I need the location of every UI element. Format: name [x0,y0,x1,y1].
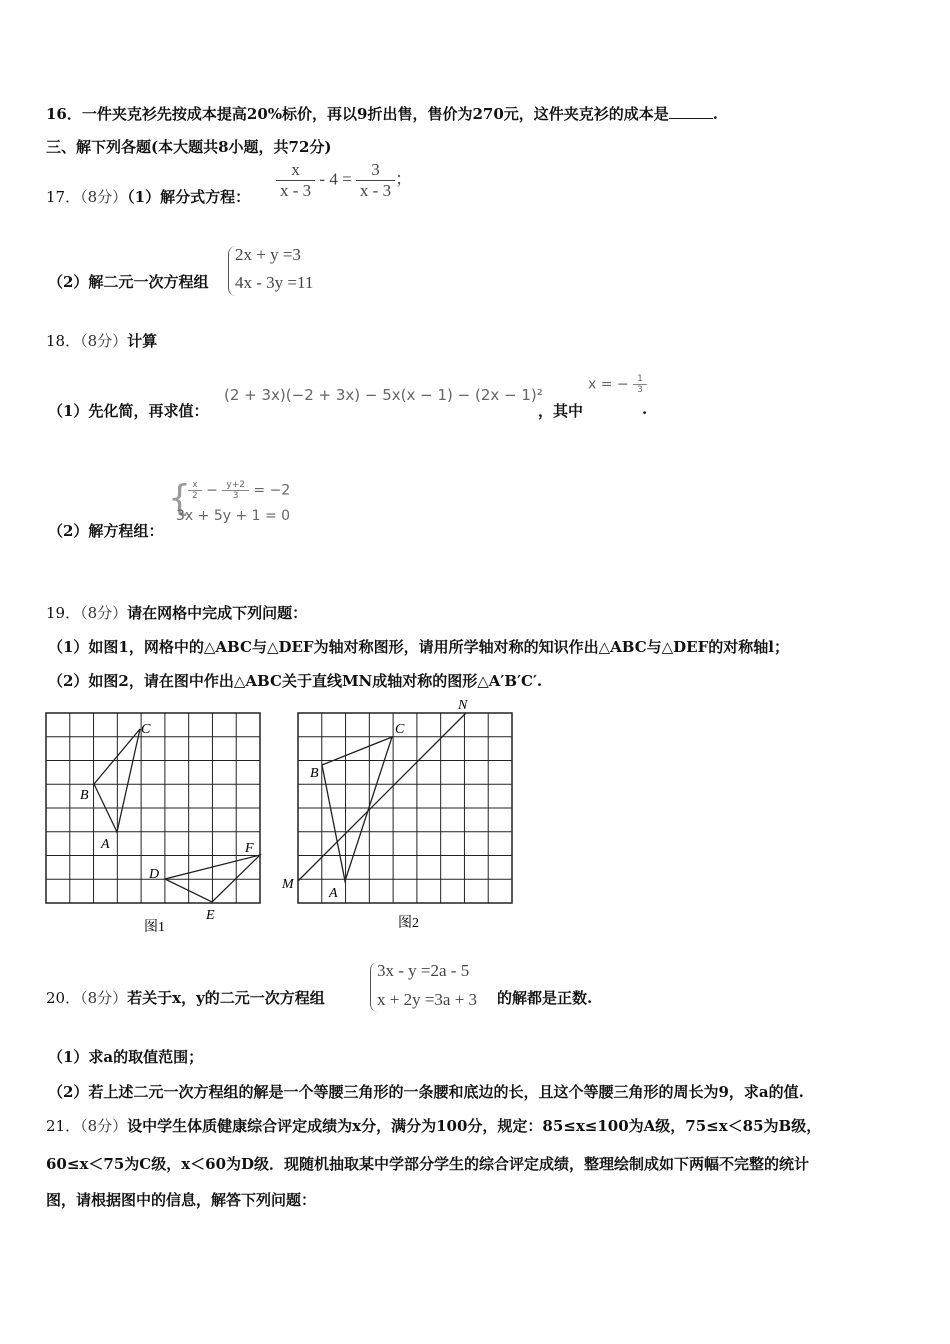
fig1-label-e: E [206,908,215,923]
fig2-label-m: M [282,877,294,892]
q21-points: （8分） [80,1117,128,1135]
q20-system-line1: 3x - y =2a - 5 [377,961,470,980]
q21-text-line3: 图，请根据图中的信息，解答下列问题： [46,1191,317,1209]
q17-frac2: $\frac{3}{x - 3}$ [356,160,395,201]
fig1-label-a: A [101,837,110,852]
fig2-label-b: B [310,766,319,781]
q17-frac1: $\frac{x}{x - 3}$ [276,160,315,201]
q16-answer-blank[interactable] [669,106,713,119]
q21-line1 [46,1115,821,1136]
q18-where: ，其中 [538,402,584,420]
q17-part2-label: （2）解二元一次方程组 [48,273,209,291]
fig1-caption: 图1 [144,920,165,935]
q18-title: 计算 [127,332,158,350]
q18-x-value [588,374,647,395]
q17-points: （8分） [80,188,128,206]
q20-system-line2: x + 2y =3a + 3 [377,990,478,1009]
fig1-label-f: F [245,841,254,856]
section-3-title: 三、解下列各题(本大题共8小题，共72分) [46,138,332,156]
q20-part2: （2）若上述二元一次方程组的解是一个等腰三角形的一条腰和底边的长，且这个等腰三角形的周长为9，求a的值. [48,1083,804,1101]
q19-part2: （2）如图2，请在图中作出△ABC关于直线MN成轴对称的图形△A′B′C′. [48,672,543,690]
fig1-label-c: C [141,722,151,737]
q18-period: . [642,400,648,418]
q18-x-lhs: x = − [588,376,629,393]
q17-system-line2: 4x - 3y =11 [235,273,314,292]
q18-part1-label: （1）先化简，再求值： [48,402,209,420]
q16-line [46,103,718,124]
q20-stem-pre: 若关于x，y的二元一次方程组 [127,989,325,1007]
q21-text-line1: 设中学生体质健康综合评定成绩为x分，满分为100分，规定：85≤x≤100为A级，75≤x＜85为B级， [127,1117,822,1135]
q18-system-line2: 3x + 5y + 1 = 0 [176,508,291,524]
fig2-label-c: C [395,722,405,737]
q17-number: 17． [46,188,81,206]
q18-system-line1: $\frac{x}{2}$ − $\frac{y+2}{3}$ = −2 [188,480,290,501]
q20-part1: （1）求a的取值范围； [48,1048,204,1066]
q16-end: . [712,105,718,123]
q18-header [46,330,157,351]
q18-part2-label: （2）解方程组： [48,522,164,540]
q19-part1: （1）如图1，网格中的△ABC与△DEF为轴对称图形，请用所学轴对称的知识作出△ABC与△DEF的对称轴l； [48,638,789,656]
triangle-abc-fig2 [322,737,392,881]
q19-title: 请在网格中完成下列问题： [127,604,308,622]
q20-stem-post: 的解都是正数. [497,989,593,1007]
q19-header [46,602,307,623]
q18-number: 18． [46,332,81,350]
q18-points: （8分） [80,332,128,350]
q21-number: 21． [46,1117,81,1135]
q20-header [46,987,325,1008]
fig1-label-b: B [80,788,89,803]
figure-2 [278,695,518,937]
q18-system-brace: { [168,478,191,519]
q20-number: 20． [46,989,81,1007]
fig2-label-n: N [458,698,468,713]
q16-text: 一件夹克衫先按成本提高20%标价，再以9折出售，售价为270元，这件夹克衫的成本是 [81,105,669,123]
q19-number: 19． [46,604,81,622]
fig2-label-a: A [329,886,338,901]
q16-number: 16． [46,105,82,123]
q17-fraction-equation [276,160,412,201]
q18-x-fraction: $\frac{1}{3}$ [633,374,647,395]
fig2-caption: 图2 [398,916,419,931]
figure-1 [40,705,270,937]
q18-expression: (2 + 3x)(−2 + 3x) − 5x(x − 1) − (2x − 1)² [224,386,543,404]
q17-part1-label: （1）解分式方程： [127,188,251,206]
fig1-label-d: D [149,867,160,882]
q17-header [46,186,250,207]
q17-system-line1: 2x + y =3 [235,245,301,264]
q20-points: （8分） [80,989,128,1007]
q17-minus4: - 4 = [319,169,352,189]
q21-text-line2: 60≤x＜75为C级，x＜60为D级．现随机抽取某中学部分学生的综合评定成绩，整理绘制成如下两幅不完整的统计 [46,1155,810,1173]
q19-points: （8分） [80,604,128,622]
q17-semicolon: ； [395,169,413,189]
